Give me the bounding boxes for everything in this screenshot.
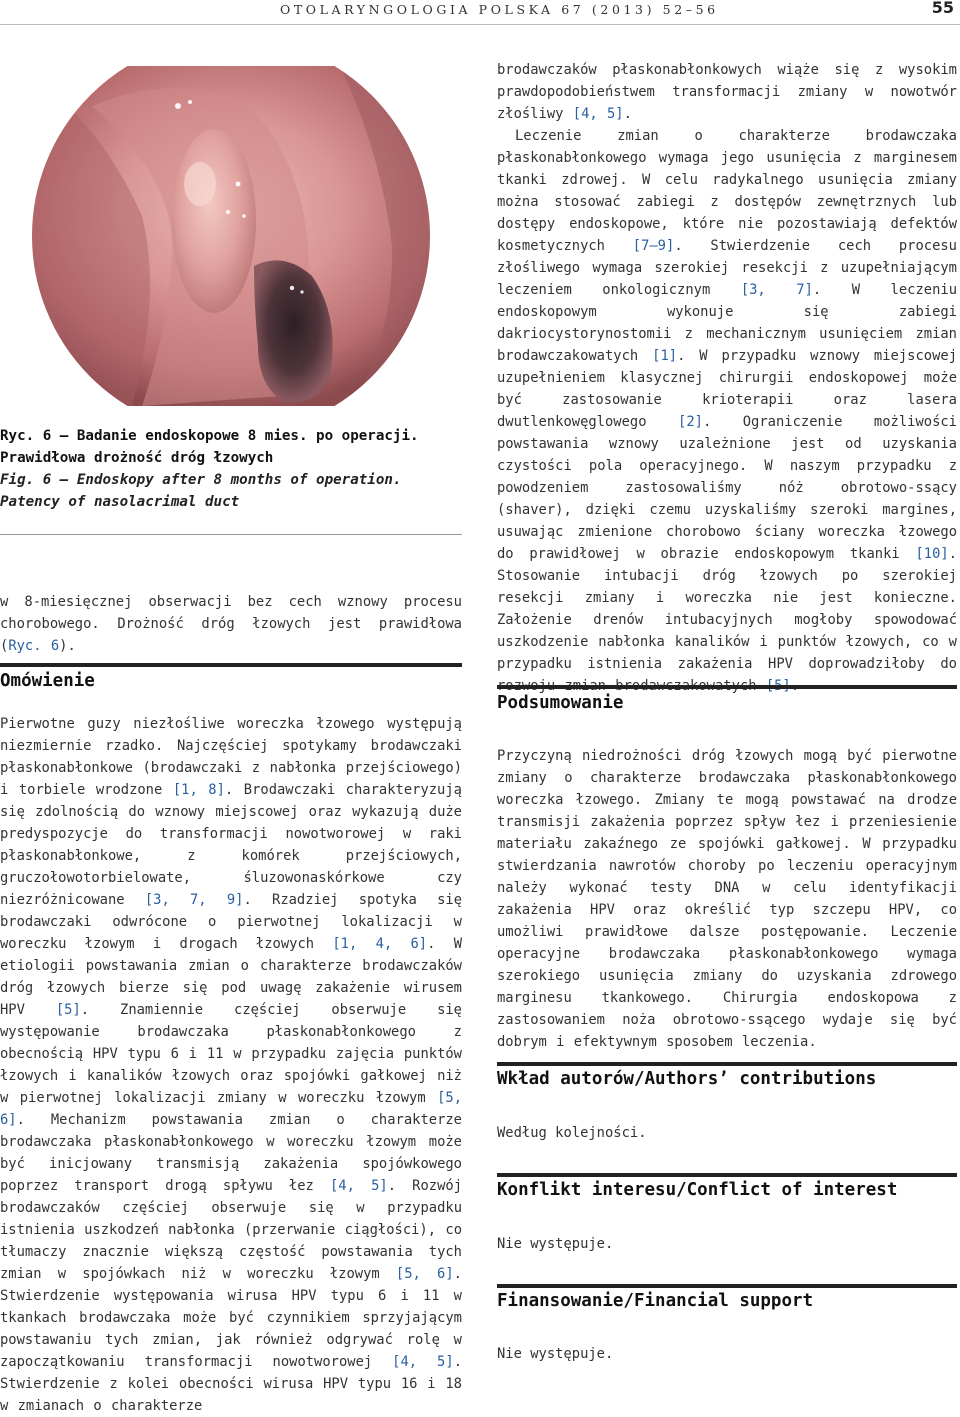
intro-paragraph <box>0 591 462 657</box>
text-run: . Rozwój brodawczaków częściej obserwuje się w przypadku istnienia uszkodzeń nabłonka (przerwanie ciągłości), co tłumaczy znacznie większą częstość powstawania tych zmian w spojówkach niż w woreczku łzowym <box>0 1178 463 1282</box>
text-run: w 8-miesięcznej obserwacji bez cech wznowy procesu chorobowego. Drożność dróg łzowych jest prawidłowa ( <box>0 594 462 654</box>
section-rule-funding <box>497 1284 957 1288</box>
citation-ref: [4, 5] <box>572 106 624 122</box>
citation-ref: [2] <box>678 414 703 430</box>
text-run: . Stwierdzenie występowania wirusa HPV typu 6 i 11 w tkankach brodawczaka może być czynnikiem sprzyjającym powstawaniu tych zmian, jak również odgrywać rolę w zapoczątkowaniu transformacji nowotworowej <box>0 1266 462 1370</box>
section-rule-contributions <box>497 1062 957 1066</box>
text-run: Pierwotne guzy niezłośliwe woreczka łzowego występują niezmiernie rzadko. Najczęściej spotykamy brodawczaki płaskonabłonkowe (brodawczaki z nabłonka przejściowego) i torbiele wrodzone <box>0 716 462 798</box>
citation-ref: [5, 6] <box>395 1266 454 1282</box>
running-head: OTOLARYNGOLOGIA POLSKA 67 (2013) 52–56 <box>280 2 719 17</box>
text-run: . Mechanizm powstawania zmian o charakterze brodawczaka płaskonabłonkowego w woreczku łzowym może być inicjowany transmisją zakażenia spojówkowego poprzez transport drogą spływu łez <box>0 1112 462 1194</box>
treatment-paragraph <box>497 125 957 697</box>
text-run: . Ograniczenie możliwości powstawania wznowy uzależnione jest od uzyskania czystości pola operacyjnego. W naszym przypadku z powodzeniem zastosowaliśmy nóż obrotowo-ssący (shaver), dzięki czemu uzyskaliśmy szeroki margines, usuwając zmienione chorobowo ściany woreczka łzowego do prawidłowej w obrazie endoskopowym tkanki <box>497 414 957 562</box>
text-run: . W przypadku wznowy miejscowej uzupełnieniem klasycznej chirurgii endoskopowej może być zastosowanie krioterapii oraz lasera dwutlenkowęglowego <box>497 348 957 430</box>
citation-ref: [1, 8] <box>172 782 225 798</box>
citation-ref: [4, 5] <box>330 1178 388 1194</box>
header-rule <box>0 24 960 25</box>
citation-ref: [3, 7, 9] <box>144 892 244 908</box>
left-column-intro <box>0 591 462 657</box>
caption-rule <box>0 534 462 535</box>
endoscopy-image <box>22 66 440 406</box>
section-rule-omowienie <box>0 663 462 667</box>
text-run: Leczenie zmian o charakterze brodawczaka płaskonabłonkowego wymaga jego usunięcia z marginesem tkanki zdrowej. W celu radykalnego usunięcia zmiany można stosować zabiegi z dostępów zewnętrznych lub dostępy endoskopowe, które nie pozostawiają defektów kosmetycznych <box>497 128 957 254</box>
page-number: 55 <box>931 0 954 17</box>
section-title-conflict: Konflikt interesu/Conflict of interest <box>497 1180 898 1200</box>
text-run: . Rzadziej spotyka się brodawczaki odwrócone o pierwotnej lokalizacji w woreczku łzowym i drogach łzowych <box>0 892 462 952</box>
citation-ref: [3, 7] <box>740 282 813 298</box>
citation-ref: [5, 6] <box>0 1090 462 1128</box>
right-column-body <box>497 59 957 697</box>
citation-ref: [1, 4, 6] <box>332 936 428 952</box>
endoscopy-photo-graphic <box>22 66 440 406</box>
section-rule-conflict <box>497 1173 957 1177</box>
text-run: . Znamiennie częściej obserwuje się występowanie brodawczaka płaskonabłonkowego z obecnością HPV typu 6 i 11 w przypadku zajęcia punktów łzowych i kanalików łzowych oraz spojówki gałkowej niż w pierwotnej lokalizacji zmiany w woreczku łzowym <box>0 1002 462 1106</box>
citation-ref: [7–9] <box>632 238 675 254</box>
funding-text: Nie występuje. <box>497 1346 614 1362</box>
left-column-body <box>0 713 462 1417</box>
citation-ref: [4, 5] <box>392 1354 454 1370</box>
figure-caption-english: Fig. 6 – Endoskopy after 8 months of operation. Patency of nasolacrimal duct <box>0 472 402 510</box>
citation-ref: [1] <box>652 348 678 364</box>
text-run: brodawczaków płaskonabłonkowych wiąże się z wysokim prawdopodobieństwem transformacji zmiany w nowotwór złośliwy <box>497 62 957 122</box>
section-rule-summary <box>497 685 957 689</box>
figure-caption <box>0 425 460 513</box>
citation-ref: [5] <box>55 1002 81 1018</box>
text-run: . Brodawczaki charakteryzują się zdolnością do wznowy miejscowej oraz wykazują duże predyspozycje do transformacji nowotworowej w raki płaskonabłonkowe, z komórek przejściowych, gruczołowotorbielowate, śluzowonaskórkowe czy niezróżnicowane <box>0 782 462 908</box>
section-title-omowienie: Omówienie <box>0 671 95 691</box>
text-run: . Stwierdzenie cech procesu złośliwego wymaga szerokiej resekcji z uzupełniającym leczeniem onkologicznym <box>497 238 957 298</box>
citation-ref: Ryc. 6 <box>8 638 60 654</box>
citation-ref: [10] <box>915 546 949 562</box>
text-run: ). <box>59 638 76 654</box>
section-title-summary: Podsumowanie <box>497 693 624 713</box>
conflict-text: Nie występuje. <box>497 1236 614 1252</box>
text-run: . W leczeniu endoskopowym wykonuje się zabiegi dakriocystorynostomii z mechanicznym usunięciem zmian brodawczakowatych <box>497 282 957 364</box>
text-run: . Stosowanie intubacji dróg łzowych po szerokiej resekcji zmiany i woreczka nie jest konieczne. Założenie drenów intubacyjnych mogłoby spowodować uszkodzenie nabłonka kanalików i punktów łzowych, co w przypadku istnienia zakażenia HPV doprowadziłoby do <box>497 546 957 672</box>
text-run: . W etiologii powstawania zmian o charakterze brodawczaków dróg łzowych bierze się pod uwagę zakażenie wirusem HPV <box>0 936 462 1018</box>
text-run: . <box>623 106 632 122</box>
text-run: . Stwierdzenie z kolei obecności wirusa HPV typu 16 i 18 w zmianach o charakterze <box>0 1354 462 1414</box>
discussion-paragraph <box>0 713 462 1417</box>
section-title-funding: Finansowanie/Financial support <box>497 1291 814 1311</box>
contributions-text: Według kolejności. <box>497 1125 647 1141</box>
discussion-paragraph-continued <box>497 59 957 125</box>
summary-paragraph: Przyczyną niedrożności dróg łzowych mogą być pierwotne zmiany o charakterze brodawczaka płaskonabłonkowego woreczka łzowego. Zmiany te mogą powstawać na drodze transmisji zakażenia poprzez spływ łez i przeniesienie materiału zakaźnego ze spojówki gałkowej. W przypadku stwierdzania nawrotów choroby po leczeniu operacyjnym należy wykonać testy DNA w celu identyfikacji zakażenia HPV oraz określić typ szczepu HPV, co umożliwi prawidłowe dalsze postępowanie. Leczenie operacyjne brodawczaka płaskonabłonkowego wymaga szerokiego usunięcia zmiany do uzyskania zdrowego marginesu tkankowego. Chirurgia endoskopowa z zastosowaniem noża obrotowo-ssącego wydaje się być dobrym i efektywnym sposobem leczenia. <box>497 748 957 1050</box>
section-title-contributions: Wkład autorów/Authors’ contributions <box>497 1069 877 1089</box>
figure-caption-polish: Ryc. 6 – Badanie endoskopowe 8 mies. po operacji. Prawidłowa drożność dróg łzowych <box>0 428 419 466</box>
